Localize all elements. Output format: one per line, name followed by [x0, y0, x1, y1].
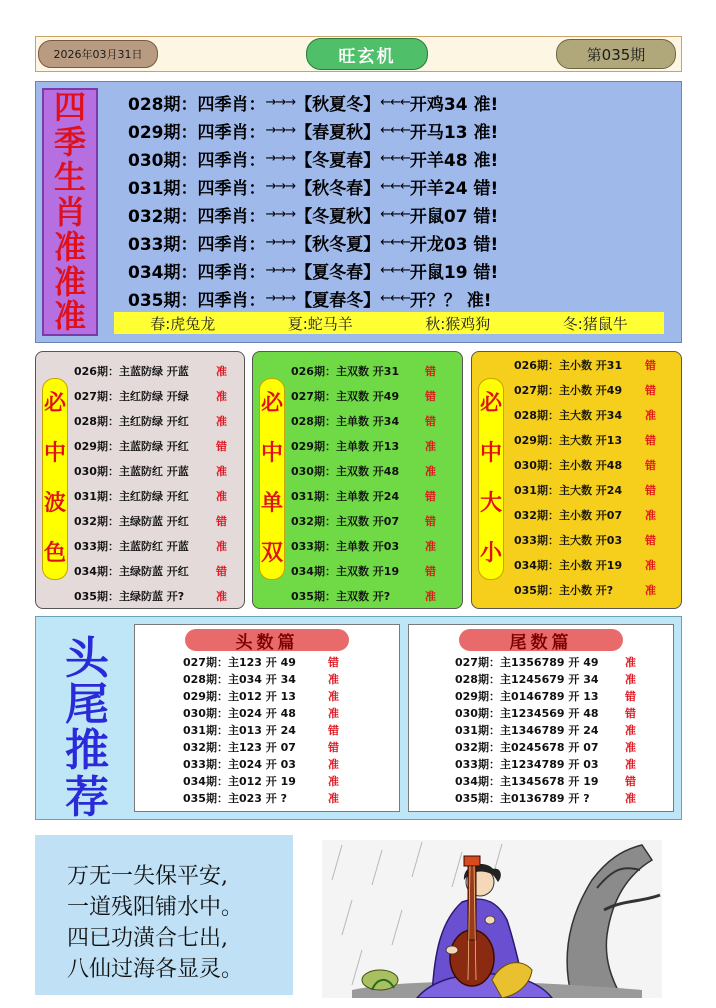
- season-row: [128, 116, 628, 144]
- row-result: 开羊48 准!: [409, 150, 499, 171]
- status-badge: 准: [425, 439, 436, 453]
- season-row: [128, 88, 628, 116]
- title-char: 肖: [53, 192, 86, 231]
- season-pick: 【冬夏春】: [295, 150, 381, 171]
- list-item: [291, 383, 456, 408]
- tail-number-heading: 尾数篇: [459, 629, 623, 651]
- list-item: [183, 755, 393, 772]
- title-char: 双: [260, 541, 283, 566]
- item-text: 032期：主123 开 07: [183, 740, 296, 754]
- title-char: 小: [479, 541, 502, 566]
- arrow-left-icon: ←←←: [380, 94, 410, 110]
- item-text: 033期：主单数 开03: [291, 539, 400, 553]
- poem-line: 八仙过海各显灵。: [67, 957, 244, 982]
- title-char: 色: [43, 541, 66, 566]
- poem-line: 万无一失保平安,: [67, 864, 228, 889]
- item-text: 034期：主小数 开19: [514, 558, 623, 572]
- list-item: [455, 670, 667, 687]
- item-text: 030期：主小数 开48: [514, 458, 623, 472]
- head-number-heading: 头数篇: [185, 629, 349, 651]
- tail-number-list: [455, 653, 667, 806]
- item-text: 029期：主012 开 13: [183, 689, 296, 703]
- status-badge: 准: [625, 723, 636, 737]
- poem-line: 四已功潢合七出,: [67, 926, 228, 951]
- title-char: 生: [53, 158, 86, 197]
- title-char: 四: [53, 88, 86, 127]
- list-item: [291, 583, 456, 608]
- head-tail-title: [52, 633, 122, 823]
- title-char: 季: [53, 123, 86, 162]
- title-char: 准: [53, 262, 86, 301]
- status-badge: 准: [216, 364, 227, 378]
- list-item: [455, 772, 667, 789]
- list-item: [74, 533, 239, 558]
- arrow-right-icon: →→→: [265, 150, 296, 166]
- status-badge: 准: [328, 757, 339, 771]
- item-text: 032期：主0245678 开 07: [455, 740, 599, 754]
- title-char: 准: [53, 297, 86, 336]
- title-char: 波: [43, 491, 66, 516]
- odd-even-title: [259, 378, 285, 580]
- item-text: 029期：主大数 开13: [514, 433, 623, 447]
- list-item: [183, 670, 393, 687]
- status-badge: 准: [625, 791, 636, 805]
- item-text: 030期：主024 开 48: [183, 706, 296, 720]
- item-text: 029期：主0146789 开 13: [455, 689, 599, 703]
- arrow-left-icon: ←←←: [380, 290, 410, 306]
- item-text: 034期：主1345678 开 19: [455, 774, 599, 788]
- status-badge: 错: [216, 514, 227, 528]
- status-badge: 准: [625, 757, 636, 771]
- status-badge: 错: [425, 364, 436, 378]
- status-badge: 错: [216, 564, 227, 578]
- status-badge: 错: [425, 564, 436, 578]
- item-text: 027期：主小数 开49: [514, 383, 623, 397]
- date-badge: 2026年03月31日: [38, 40, 158, 68]
- row-label: 035期：四季肖：: [128, 290, 266, 311]
- row-result: 开？？ 准!: [409, 290, 492, 311]
- list-item: [74, 508, 239, 533]
- item-text: 028期：主大数 开34: [514, 408, 623, 422]
- status-badge: 错: [216, 439, 227, 453]
- status-badge: 准: [328, 689, 339, 703]
- item-text: 030期：主双数 开48: [291, 464, 400, 478]
- list-item: [183, 789, 393, 806]
- list-item: [74, 458, 239, 483]
- item-text: 026期：主蓝防绿 开蓝: [74, 364, 189, 378]
- status-badge: 错: [425, 514, 436, 528]
- status-badge: 准: [625, 655, 636, 669]
- status-badge: 准: [216, 389, 227, 403]
- item-text: 028期：主红防绿 开红: [74, 414, 189, 428]
- arrow-right-icon: →→→: [265, 206, 296, 222]
- status-badge: 准: [216, 464, 227, 478]
- item-text: 030期：主1234569 开 48: [455, 706, 599, 720]
- status-badge: 错: [625, 689, 636, 703]
- title-char: 准: [53, 227, 86, 266]
- season-row: [128, 284, 628, 312]
- item-text: 028期：主034 开 34: [183, 672, 296, 686]
- title-char: 荐: [65, 771, 109, 823]
- row-label: 029期：四季肖：: [128, 122, 266, 143]
- season-row: [128, 228, 628, 256]
- row-result: 开马13 准!: [409, 122, 499, 143]
- item-text: 027期：主1356789 开 49: [455, 655, 599, 669]
- item-text: 027期：主红防绿 开绿: [74, 389, 189, 403]
- list-item: [74, 383, 239, 408]
- item-text: 029期：主蓝防绿 开红: [74, 439, 189, 453]
- arrow-right-icon: →→→: [265, 234, 296, 250]
- season-pick: 【冬夏秋】: [295, 206, 381, 227]
- head-number-panel: [134, 624, 400, 812]
- list-item: [455, 755, 667, 772]
- status-badge: 错: [425, 414, 436, 428]
- season-pick: 【秋夏冬】: [295, 94, 381, 115]
- item-text: 027期：主123 开 49: [183, 655, 296, 669]
- season-legend: [114, 312, 664, 334]
- row-label: 030期：四季肖：: [128, 150, 266, 171]
- season-autumn: 秋:猴鸡狗: [425, 314, 491, 333]
- list-item: [183, 721, 393, 738]
- title-char: 推: [65, 725, 109, 777]
- title-char: 单: [260, 491, 283, 516]
- season-pick: 【夏冬春】: [295, 262, 381, 283]
- season-spring: 春:虎兔龙: [150, 314, 216, 333]
- list-item: [74, 358, 239, 383]
- big-small-title: [478, 378, 504, 580]
- status-badge: 准: [328, 774, 339, 788]
- item-text: 035期：主双数 开?: [291, 589, 391, 603]
- row-result: 开羊24 错!: [409, 178, 499, 199]
- season-pick: 【春夏秋】: [295, 122, 381, 143]
- season-winter: 冬:猪鼠牛: [562, 314, 628, 333]
- item-text: 031期：主1346789 开 24: [455, 723, 599, 737]
- status-badge: 准: [625, 672, 636, 686]
- season-row: [128, 200, 628, 228]
- item-text: 035期：主绿防蓝 开?: [74, 589, 185, 603]
- status-badge: 准: [216, 539, 227, 553]
- title-char: 必: [479, 391, 502, 416]
- arrow-right-icon: →→→: [265, 178, 296, 194]
- status-badge: 准: [645, 583, 656, 597]
- status-badge: 错: [425, 389, 436, 403]
- item-text: 035期：主小数 开?: [514, 583, 614, 597]
- list-item: [183, 653, 393, 670]
- list-item: [291, 408, 456, 433]
- status-badge: 准: [425, 589, 436, 603]
- arrow-right-icon: →→→: [265, 262, 296, 278]
- item-text: 029期：主单数 开13: [291, 439, 400, 453]
- list-item: [74, 483, 239, 508]
- item-text: 028期：主1245679 开 34: [455, 672, 599, 686]
- status-badge: 准: [328, 672, 339, 686]
- item-text: 031期：主单数 开24: [291, 489, 400, 503]
- status-badge: 错: [645, 483, 656, 497]
- arrow-left-icon: ←←←: [380, 262, 410, 278]
- item-text: 032期：主双数 开07: [291, 514, 400, 528]
- season-row: [128, 172, 628, 200]
- list-item: [183, 738, 393, 755]
- status-badge: 错: [645, 433, 656, 447]
- item-text: 027期：主双数 开49: [291, 389, 400, 403]
- list-item: [514, 527, 676, 552]
- status-badge: 错: [645, 533, 656, 547]
- status-badge: 准: [645, 508, 656, 522]
- item-text: 033期：主蓝防红 开蓝: [74, 539, 189, 553]
- poem-box: [35, 835, 293, 995]
- status-badge: 错: [425, 489, 436, 503]
- status-badge: 准: [328, 706, 339, 720]
- list-item: [514, 452, 676, 477]
- head-number-list: [183, 653, 393, 806]
- list-item: [514, 402, 676, 427]
- four-seasons-title: [42, 88, 98, 336]
- list-item: [74, 558, 239, 583]
- season-row: [128, 144, 628, 172]
- wave-color-title: [42, 378, 68, 580]
- title-char: 中: [479, 441, 502, 466]
- status-badge: 错: [625, 706, 636, 720]
- list-item: [74, 433, 239, 458]
- item-text: 034期：主绿防蓝 开红: [74, 564, 189, 578]
- status-badge: 准: [625, 740, 636, 754]
- season-row: [128, 256, 628, 284]
- arrow-right-icon: →→→: [265, 122, 296, 138]
- list-item: [514, 577, 676, 602]
- arrow-left-icon: ←←←: [380, 150, 410, 166]
- item-text: 026期：主小数 开31: [514, 358, 623, 372]
- row-label: 032期：四季肖：: [128, 206, 266, 227]
- title-char: 头: [65, 633, 109, 684]
- list-item: [455, 687, 667, 704]
- status-badge: 准: [216, 414, 227, 428]
- status-badge: 错: [625, 774, 636, 788]
- wave-color-list: [74, 358, 239, 608]
- season-pick: 【夏春冬】: [295, 290, 381, 311]
- item-text: 033期：主024 开 03: [183, 757, 296, 771]
- row-label: 028期：四季肖：: [128, 94, 266, 115]
- row-result: 开鼠19 错!: [409, 262, 499, 283]
- title-char: 中: [260, 441, 283, 466]
- list-item: [514, 552, 676, 577]
- issue-badge: 第035期: [556, 39, 676, 69]
- status-badge: 准: [645, 558, 656, 572]
- item-text: 033期：主1234789 开 03: [455, 757, 599, 771]
- odd-even-list: [291, 358, 456, 608]
- pipa-player-illustration: [322, 840, 662, 998]
- status-badge: 错: [645, 358, 656, 372]
- list-item: [291, 558, 456, 583]
- season-summer: 夏:蛇马羊: [287, 314, 353, 333]
- status-badge: 错: [328, 723, 339, 737]
- list-item: [514, 377, 676, 402]
- item-text: 032期：主小数 开07: [514, 508, 623, 522]
- brand-logo: 旺玄机: [306, 38, 428, 70]
- arrow-right-icon: →→→: [265, 94, 296, 110]
- arrow-right-icon: →→→: [265, 290, 296, 306]
- list-item: [455, 738, 667, 755]
- list-item: [291, 483, 456, 508]
- item-text: 031期：主红防绿 开红: [74, 489, 189, 503]
- big-small-list: [514, 352, 676, 602]
- title-char: 尾: [65, 679, 109, 731]
- status-badge: 准: [425, 464, 436, 478]
- item-text: 034期：主双数 开19: [291, 564, 400, 578]
- status-badge: 准: [216, 489, 227, 503]
- row-label: 031期：四季肖：: [128, 178, 266, 199]
- title-char: 中: [43, 441, 66, 466]
- row-label: 033期：四季肖：: [128, 234, 266, 255]
- arrow-left-icon: ←←←: [380, 234, 410, 250]
- list-item: [291, 458, 456, 483]
- status-badge: 准: [425, 539, 436, 553]
- item-text: 035期：主023 开 ?: [183, 791, 287, 805]
- list-item: [291, 508, 456, 533]
- item-text: 035期：主0136789 开 ?: [455, 791, 590, 805]
- status-badge: 准: [328, 791, 339, 805]
- tail-number-panel: [408, 624, 674, 812]
- season-pick: 【秋冬夏】: [295, 234, 381, 255]
- list-item: [291, 358, 456, 383]
- arrow-left-icon: ←←←: [380, 122, 410, 138]
- item-text: 034期：主012 开 19: [183, 774, 296, 788]
- four-seasons-list: [128, 88, 628, 312]
- item-text: 032期：主绿防蓝 开红: [74, 514, 189, 528]
- status-badge: 错: [645, 458, 656, 472]
- row-result: 开龙03 错!: [409, 234, 499, 255]
- list-item: [514, 477, 676, 502]
- row-result: 开鼠07 错!: [409, 206, 499, 227]
- list-item: [291, 533, 456, 558]
- status-badge: 错: [328, 740, 339, 754]
- row-label: 034期：四季肖：: [128, 262, 266, 283]
- status-badge: 准: [645, 408, 656, 422]
- item-text: 030期：主蓝防红 开蓝: [74, 464, 189, 478]
- list-item: [514, 352, 676, 377]
- arrow-left-icon: ←←←: [380, 178, 410, 194]
- item-text: 026期：主双数 开31: [291, 364, 400, 378]
- title-char: 必: [260, 391, 283, 416]
- list-item: [455, 721, 667, 738]
- status-badge: 错: [328, 655, 339, 669]
- status-badge: 准: [216, 589, 227, 603]
- poem-line: 一道残阳铺水中。: [67, 895, 244, 920]
- row-result: 开鸡34 准!: [409, 94, 499, 115]
- item-text: 033期：主大数 开03: [514, 533, 623, 547]
- item-text: 028期：主单数 开34: [291, 414, 400, 428]
- item-text: 031期：主大数 开24: [514, 483, 623, 497]
- arrow-left-icon: ←←←: [380, 206, 410, 222]
- status-badge: 错: [645, 383, 656, 397]
- title-char: 大: [479, 491, 502, 516]
- list-item: [183, 687, 393, 704]
- list-item: [455, 704, 667, 721]
- list-item: [455, 789, 667, 806]
- list-item: [74, 408, 239, 433]
- list-item: [455, 653, 667, 670]
- list-item: [183, 772, 393, 789]
- list-item: [514, 502, 676, 527]
- title-char: 必: [43, 391, 66, 416]
- season-pick: 【秋冬春】: [295, 178, 381, 199]
- list-item: [514, 427, 676, 452]
- list-item: [74, 583, 239, 608]
- item-text: 031期：主013 开 24: [183, 723, 296, 737]
- list-item: [183, 704, 393, 721]
- list-item: [291, 433, 456, 458]
